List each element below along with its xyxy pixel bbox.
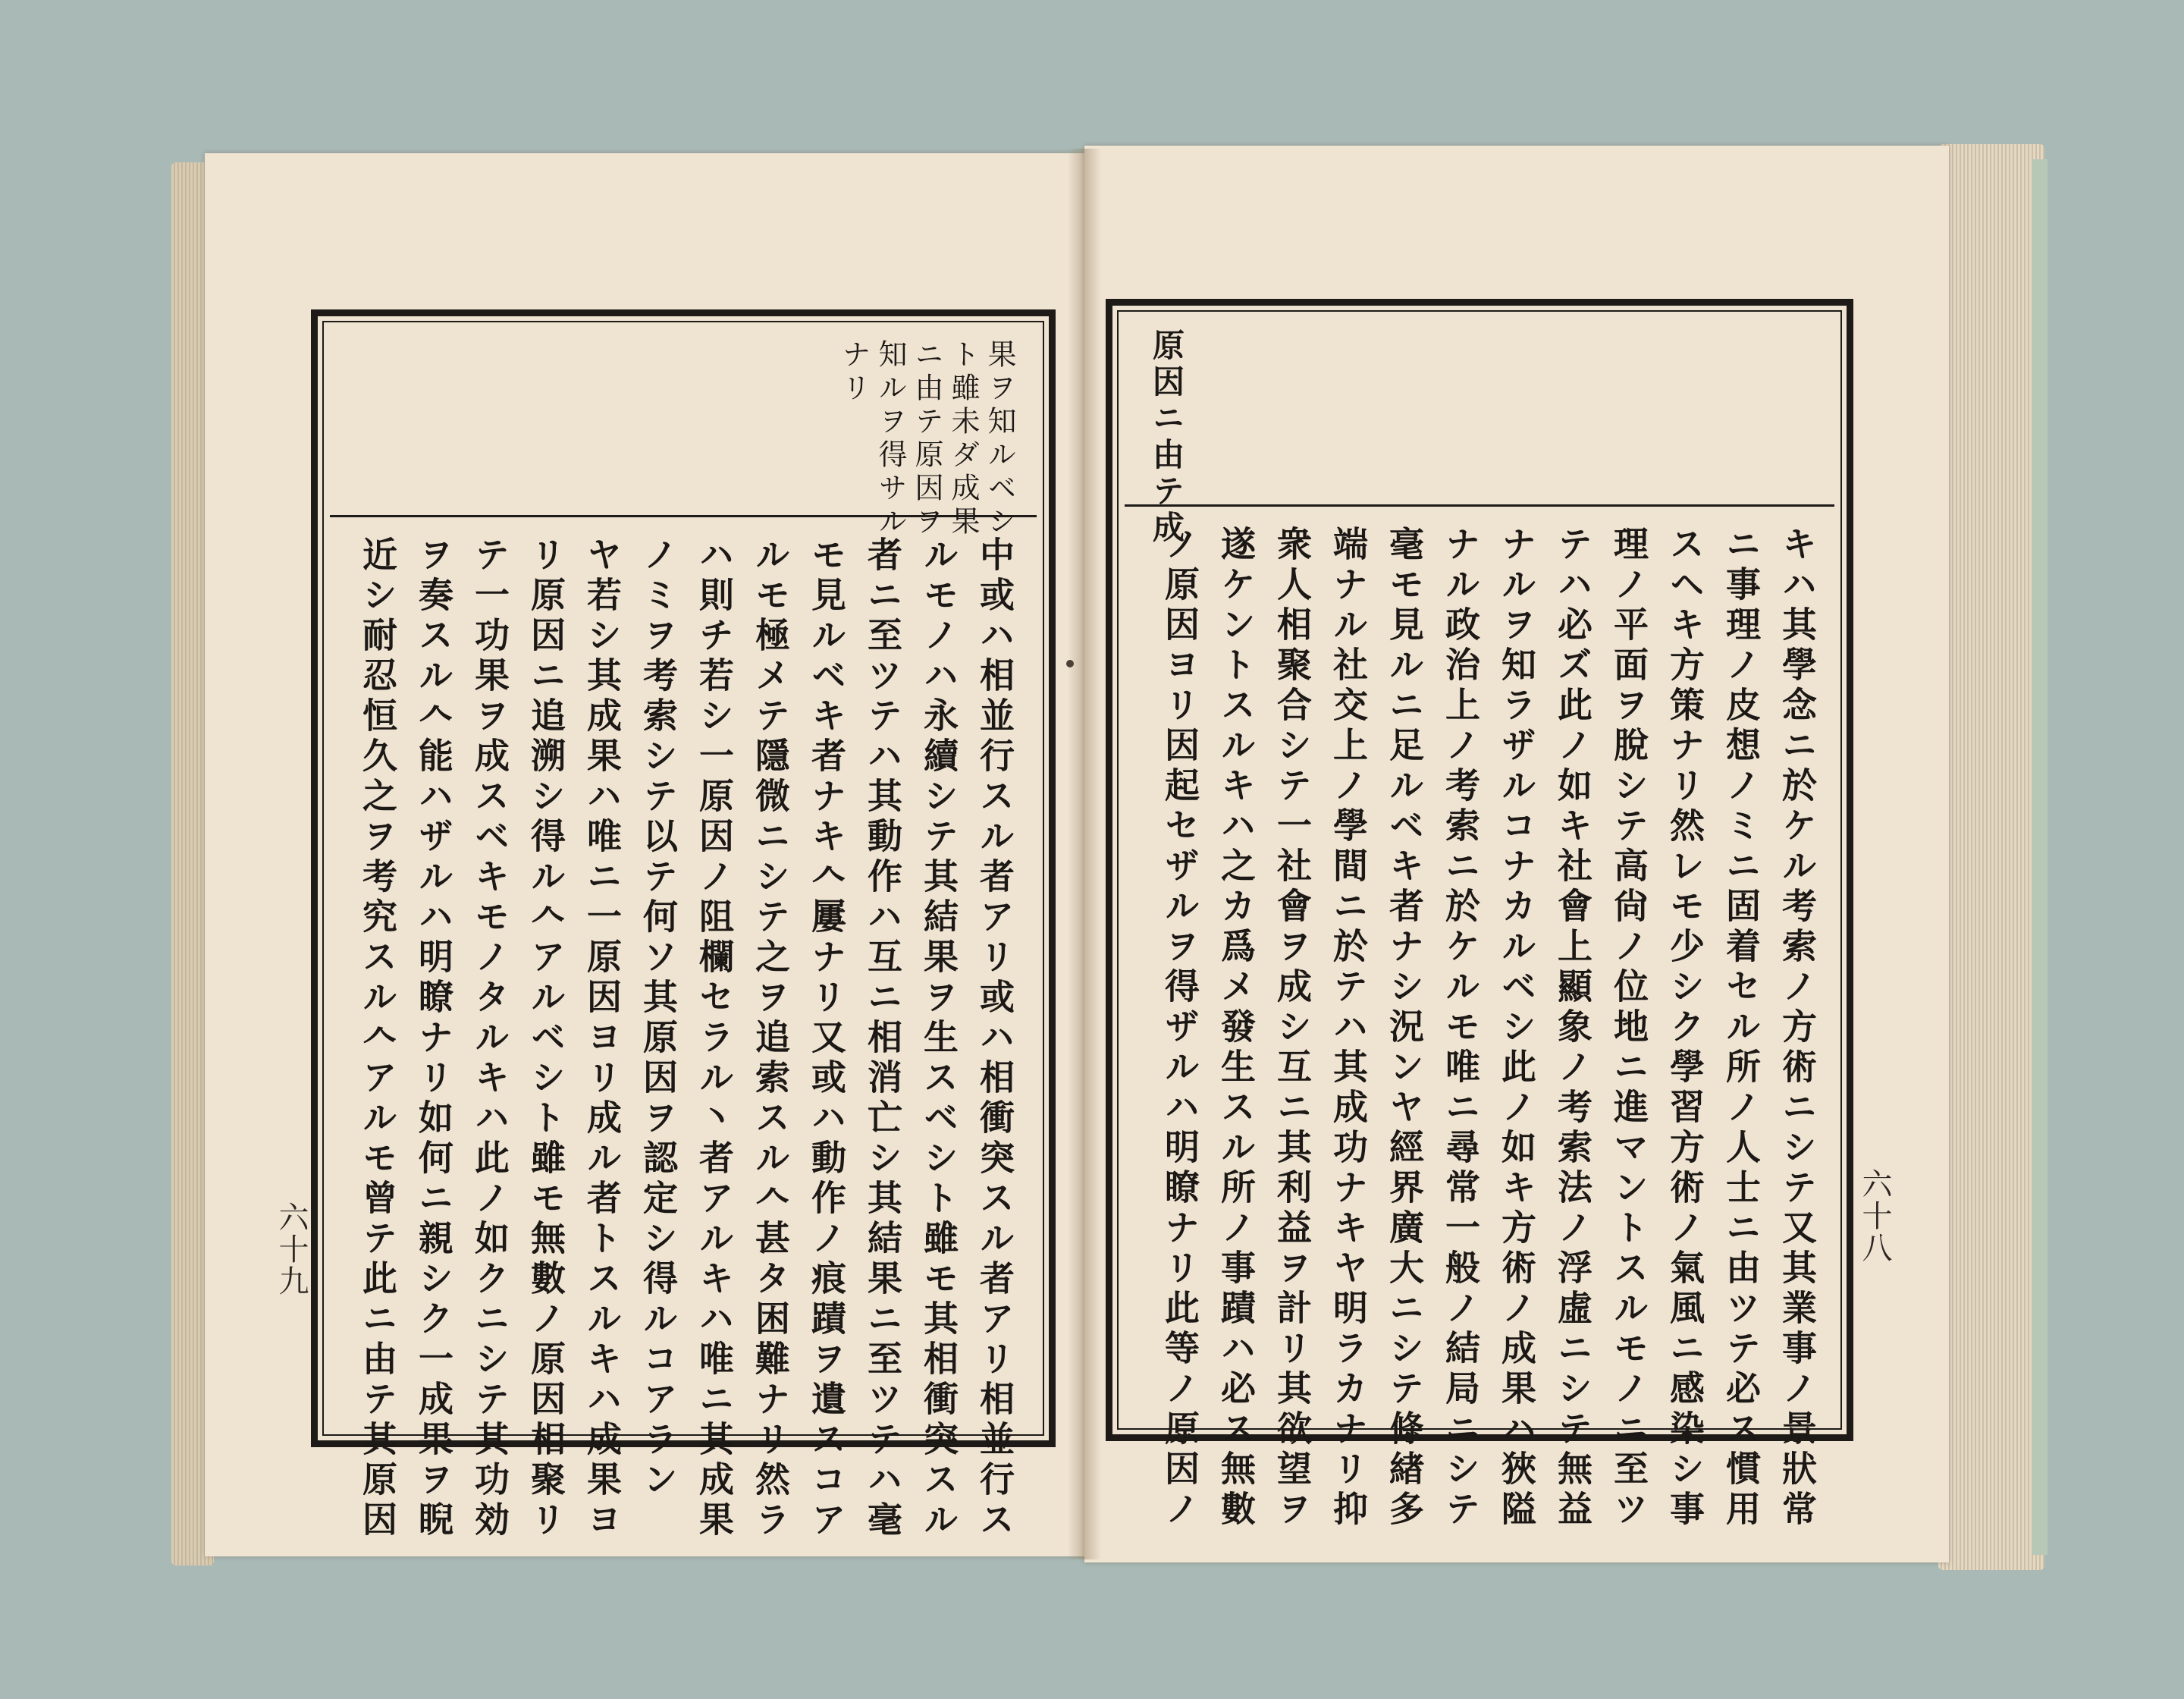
- text-column: 者ニ至ツテハ其動作ハ互ニ相消亡シ其結果ニ至ツテハ毫: [862, 536, 903, 1541]
- text-column: 衆人相聚合シテ一社會ヲ成シ互ニ其利益ヲ計リ其欲望ヲ: [1272, 526, 1313, 1531]
- left-text-frame: [311, 309, 1056, 1541]
- text-column: ノミヲ考索シテ以テ何ソ其原因ヲ認定シ得ルコアラン: [638, 536, 679, 1501]
- text-column: 近シ耐忍恒久之ヲ考究スル𠆢アルモ曾テ此ニ由テ其原因: [357, 536, 398, 1541]
- text-column: 端ナル社交上ノ學間ニ於テハ其成功ナキヤ明ラカナリ抑: [1328, 526, 1369, 1531]
- cover-edge: [2032, 159, 2048, 1555]
- headnote-column: ニ由テ原因ヲ: [910, 339, 943, 539]
- text-column: ルモ極メテ隱微ニシテ之ヲ追索スル𠆢甚タ困難ナリ然ラ: [750, 536, 791, 1541]
- text-column: スヘキ方策ナリ然レモ少シク學習方術ノ氣風ニ感染シ事: [1665, 526, 1705, 1531]
- text-column: リ原因ニ追溯シ得ル𠆢アルベシト雖モ無數ノ原因相聚リ: [526, 536, 566, 1541]
- headnote-column: 原因ニ由テ成: [1148, 328, 1185, 547]
- text-column: ニ事理ノ皮想ノミニ固着セル所ノ人士ニ由ツテ必ス慣用: [1721, 526, 1762, 1531]
- headnote-column: 知ルヲ得サル: [874, 339, 907, 539]
- text-column: キハ其學念ニ於ケル考索ノ方術ニシテ又其業事ノ景狀常: [1777, 526, 1818, 1531]
- right-text-frame: [1106, 299, 1853, 1531]
- page-number-left: 六十九: [274, 1201, 309, 1297]
- text-column: ノ原因ヨリ因起セザルヲ得ザルハ明瞭ナリ此等ノ原因ノ: [1159, 526, 1200, 1531]
- text-column: ヤ若シ其成果ハ唯ニ一原因ヨリ成ル者トスルキハ成果ヨ: [582, 536, 623, 1541]
- text-column: ナルヲ知ラザルコナカルベシ此ノ如キ方術ノ成果ハ狹隘: [1496, 526, 1537, 1531]
- text-column: ルモノハ永續シテ其結果ヲ生スベシト雖モ其相衝突スル: [918, 536, 959, 1541]
- text-column: ハ則チ若シ一原因ノ阻欄セラル丶者アルキハ唯ニ其成果: [694, 536, 735, 1541]
- text-column: テハ必ズ此ノ如キ社會上顯象ノ考索法ノ浮虛ニシテ無益: [1552, 526, 1593, 1531]
- headnote-column: ト雖未ダ成果: [946, 339, 980, 539]
- headnote-rule: [1125, 504, 1834, 507]
- book-gutter: [1068, 149, 1101, 1559]
- page-number-right: 六十八: [1857, 1168, 1892, 1264]
- text-column: ヲ奏スル𠆢能ハザルハ明瞭ナリ如何ニ親シク一成果ヲ睨: [413, 536, 454, 1541]
- gutter-mark: [1066, 660, 1074, 667]
- text-column: ナル政治上ノ考索ニ於ケルモ唯ニ尋常一般ノ結局ニシテ: [1440, 526, 1481, 1531]
- headnote-column: ナリ: [837, 339, 871, 406]
- text-column: 遂ケントスルキハ之カ爲メ發生スル所ノ事蹟ハ必ス無數: [1216, 526, 1257, 1531]
- text-column: 毫モ見ルニ足ルベキ者ナシ況ンヤ經界廣大ニシテ條緖多: [1384, 526, 1425, 1531]
- text-column: モ見ルベキ者ナキ𠆢屢ナリ又或ハ動作ノ痕蹟ヲ遺スコア: [806, 536, 847, 1541]
- text-column: テ一功果ヲ成スベキモノタルキハ此ノ如クニシテ其功効: [469, 536, 510, 1541]
- page-block-right-edge: [1938, 144, 2044, 1570]
- text-column: 中或ハ相並行スル者アリ或ハ相衝突スル者アリ相並行ス: [974, 536, 1015, 1541]
- text-column: 理ノ平面ヲ脫シテ高尙ノ位地ニ進マントスルモノニ至ツ: [1608, 526, 1649, 1531]
- headnote-column: 果ヲ知ルベシ: [983, 339, 1016, 539]
